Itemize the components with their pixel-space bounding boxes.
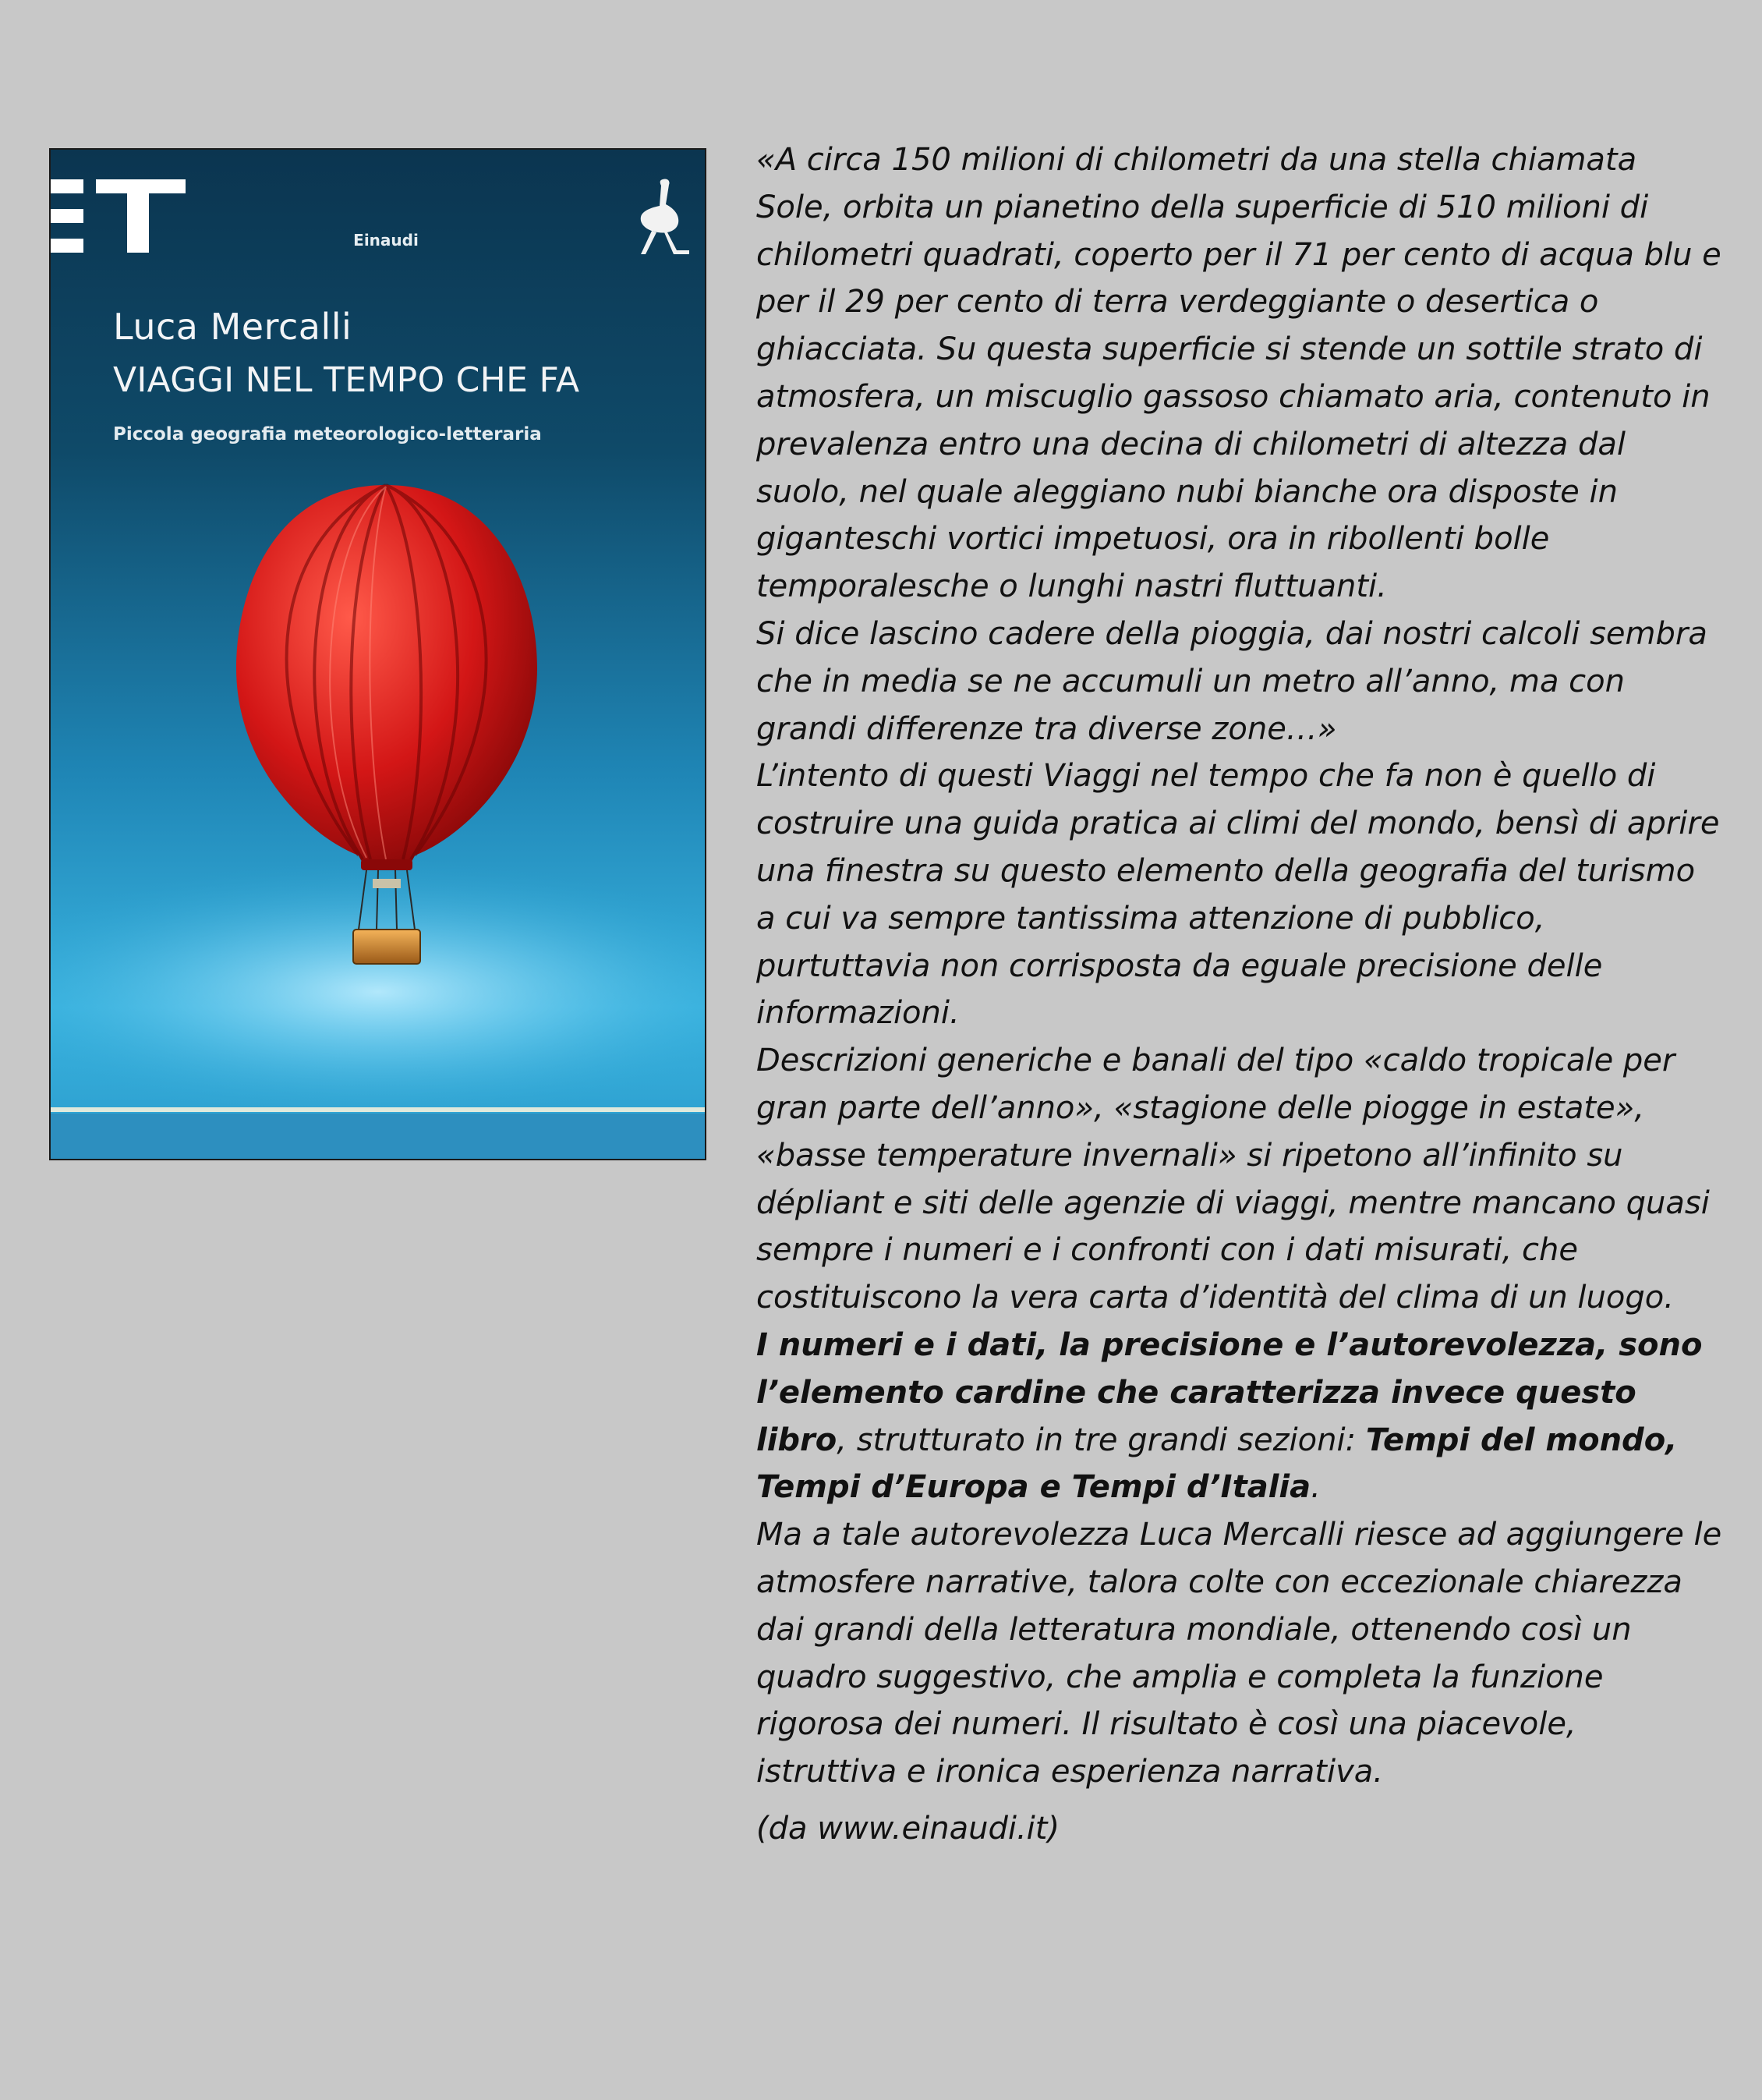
- structure-end: .: [1311, 1469, 1321, 1506]
- narrative-paragraph: Ma a tale autorevolezza Luca Mercalli riesce ad aggiungere le atmosfere narrative, talora colte con eccezionale chiarezza dai grandi della letteratura mondiale, ottenendo così un quadro suggestivo, che amplia e completa la funzione rigorosa dei numeri. Il risultato è così una piacevole, istruttiva e ironica esperienza narrativa.: [756, 1517, 1722, 1790]
- series-logo: [49, 173, 189, 259]
- descriptions-paragraph: Descrizioni generiche e banali del tipo «caldo tropicale per gran parte dell’anno», «stagione delle piogge in estate», «basse temperature invernali» si ripetono all’infinito su dépliant e siti delle agenzie di viaggi, mentre mancano quasi sempre i numeri e i confronti con i dati misurati, che costituiscono la vera carta d’identità del clima di un luogo.: [756, 1043, 1710, 1316]
- structure-text: , strutturato in tre grandi sezioni:: [837, 1422, 1366, 1458]
- publisher-name: Einaudi: [353, 231, 419, 250]
- book-structure-paragraph: [756, 1322, 1723, 1511]
- quote-paragraph-2: Si dice lascino cadere della pioggia, dai nostri calcoli sembra che in media se ne accumuli un metro all’anno, ma con grandi differenze tra diverse zone…»: [756, 615, 1707, 747]
- book-cover: [49, 148, 706, 1160]
- author-name: Luca Mercalli: [113, 306, 352, 348]
- book-subtitle: Piccola geografia meteorologico-letteraria: [113, 424, 542, 444]
- bold-highlight-1: I numeri e i dati, la precisione e l’autorevolezza, sono l’elemento cardine che caratterizza invece questo libro: [756, 1326, 1703, 1458]
- description-text: [756, 136, 1723, 1853]
- bold-highlight-2: Tempi del mondo, Tempi d’Europa e Tempi d’Italia: [756, 1422, 1678, 1506]
- intent-paragraph: L’intento di questi Viaggi nel tempo che fa non è quello di costruire una guida pratica ai climi del mondo, bensì di aprire una finestra su questo elemento della geografia del turismo a cui va sempre tantissima attenzione di pubblico, purtuttavia non corrisposta da eguale precisione delle informazioni.: [756, 758, 1720, 1032]
- ostrich-icon: [624, 173, 694, 259]
- source-citation: (da www.einaudi.it): [756, 1810, 1060, 1847]
- book-title: VIAGGI NEL TEMPO CHE FA: [113, 360, 580, 400]
- quote-paragraph-1: «A circa 150 milioni di chilometri da una stella chiamata Sole, orbita un pianetino della superficie di 510 milioni di chilometri quadrati, coperto per il 71 per cento di acqua blu e per il 29 per cento di terra verdeggiante o desertica o ghiacciata. Su questa superficie si stende un sottile strato di atmosfera, un miscuglio gassoso chiamato aria, contenuto in prevalenza entro una decina di chilometri di altezza dal suolo, nel quale aleggiano nubi bianche ora disposte in giganteschi vortici impetuosi, ora in ribollenti bolle temporalesche o lunghi nastri fluttuanti.: [756, 142, 1721, 605]
